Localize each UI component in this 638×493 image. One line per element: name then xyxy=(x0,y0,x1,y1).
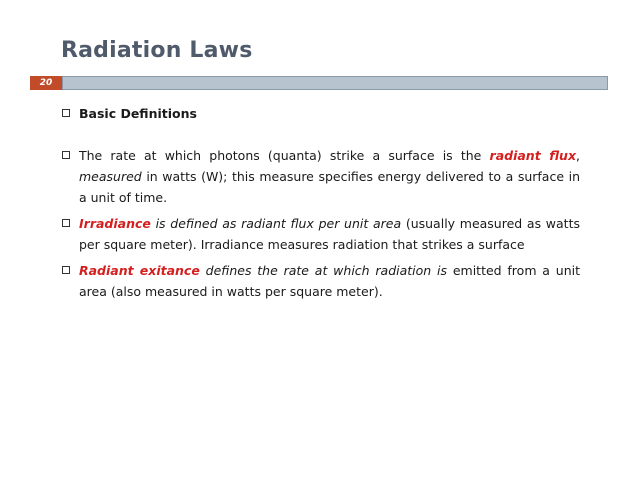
term-radiant-flux: radiant flux xyxy=(489,148,577,163)
text-segment: emitted from a unit area (also measured in watts per square meter). xyxy=(79,263,580,299)
bullet-basic-definitions xyxy=(62,103,580,124)
bullet-irradiance-text xyxy=(79,213,580,255)
slide-title: Radiation Laws xyxy=(61,38,253,63)
bullet-radiant-exitance-text xyxy=(79,260,580,302)
bullet-radiant-flux xyxy=(62,145,580,208)
square-bullet-icon xyxy=(62,109,70,117)
slide-content xyxy=(62,103,580,302)
text-segment: in watts (W); this measure specifies energy delivered to a surface in a unit of time. xyxy=(79,169,580,205)
text-segment: , xyxy=(576,148,580,163)
page-number-badge: 20 xyxy=(30,76,62,90)
text-segment-italic: defines the rate at which radiation is xyxy=(199,263,448,278)
square-bullet-icon xyxy=(62,151,70,159)
title-underline-bar xyxy=(62,76,608,90)
bullet-radiant-exitance xyxy=(62,260,580,302)
bullet-heading-text: Basic Definitions xyxy=(79,106,197,121)
bullet-radiant-flux-text xyxy=(79,145,580,208)
bullet-irradiance xyxy=(62,213,580,255)
square-bullet-icon xyxy=(62,266,70,274)
term-radiant-exitance: Radiant exitance xyxy=(79,263,200,278)
text-segment-italic: measured xyxy=(79,169,142,184)
text-segment: (usually measured as watts per square meter). Irradiance measures radiation that strikes a surface xyxy=(79,216,580,252)
text-segment-italic: is defined as radiant flux per unit area xyxy=(150,216,402,231)
text-segment: The rate at which photons (quanta) strike a surface is the xyxy=(79,148,490,163)
square-bullet-icon xyxy=(62,219,70,227)
term-irradiance: Irradiance xyxy=(79,216,151,231)
